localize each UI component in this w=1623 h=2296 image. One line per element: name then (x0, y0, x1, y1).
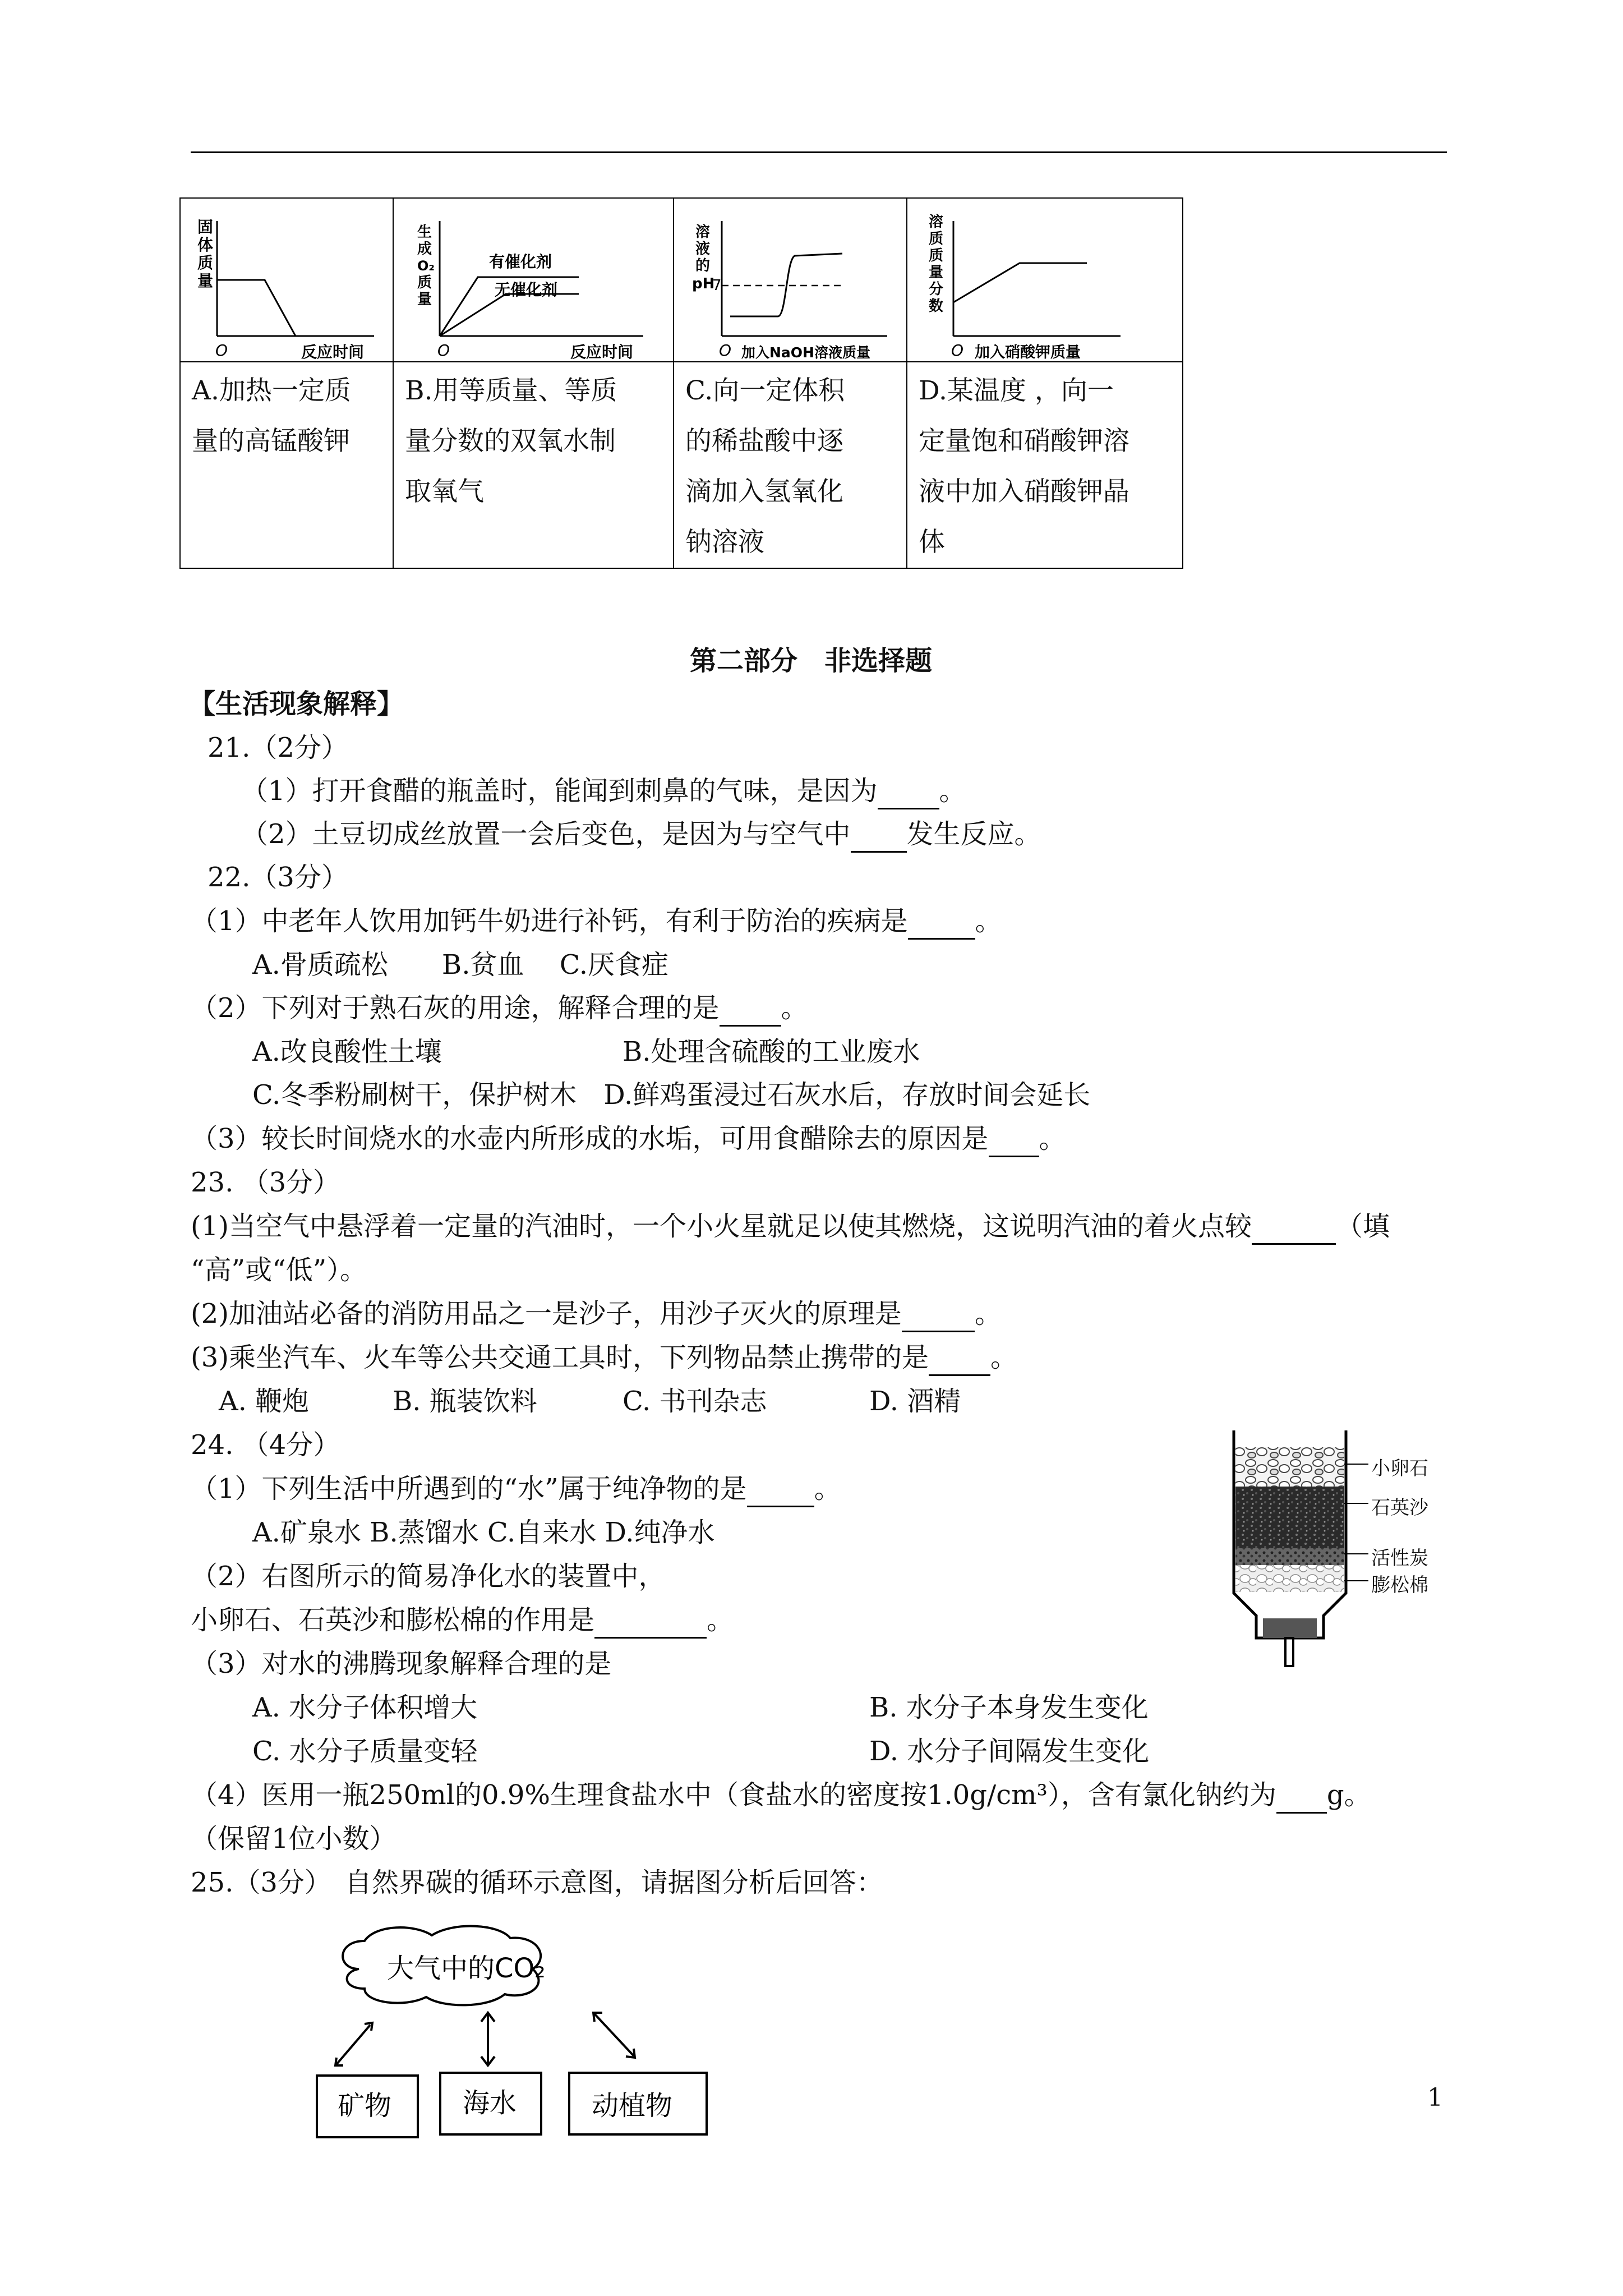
graph-d (907, 199, 1182, 361)
filter-label-pebble: 小卵石 (1371, 1457, 1428, 1480)
q22-blank2[interactable] (720, 991, 781, 1027)
graph-c-ylabel-2: 的 (695, 257, 711, 274)
q24-blank2[interactable] (594, 1603, 707, 1639)
q24-part4-cont: （保留1位小数） (191, 1823, 396, 1855)
graph-a-ylabel-1: 体 (197, 236, 214, 254)
graph-d-xlabel: 加入硝酸钾质量 (975, 344, 1081, 361)
graph-c-ylabel-3: pH (692, 275, 715, 292)
q22-part2: （2）下列对于熟石灰的用途，解释合理的是 。 (191, 991, 808, 1027)
graph-c-ylabel-1: 液 (695, 241, 711, 257)
option-c-line-2: 滴加入氢氧化 (685, 476, 843, 507)
q22-part1: （1）中老年人饮用加钙牛奶进行补钙，有利于防治的疾病是 。 (191, 904, 1002, 940)
graph-a-xlabel: 反应时间 (301, 343, 365, 361)
graph-b-ylabel-4: 量 (417, 291, 432, 308)
q22-option-a: A.改良酸性土壤 (252, 1036, 442, 1068)
sand-layer (1235, 1487, 1344, 1548)
arrow-middle (481, 2013, 495, 2065)
graph-b-curve2-label: 无催化剂 (495, 280, 558, 299)
filter-label-sand: 石英沙 (1371, 1497, 1428, 1519)
q22-option-cd: C.冬季粉刷树干，保护树木 D.鲜鸡蛋浸过石灰水后，存放时间会延长 (252, 1079, 1091, 1111)
q22-head: 22.（3分） (208, 862, 348, 893)
graph-b-xlabel: 反应时间 (570, 343, 634, 361)
graph-a-origin: O (215, 341, 228, 360)
q21-head: 21.（2分） (208, 732, 348, 763)
option-b-cell (393, 362, 674, 568)
graph-b-ylabel-0: 生 (417, 224, 432, 241)
subsection-title: 【生活现象解释】 (188, 688, 404, 720)
q21-part1: （1）打开食醋的瓶盖时，能闻到刺鼻的气味，是因为 。 (241, 774, 966, 809)
box-seawater-label: 海水 (463, 2087, 517, 2119)
q24-option-a: A. 水分子体积增大 (252, 1692, 478, 1723)
graph-b-curve1-label: 有催化剂 (489, 252, 552, 271)
q23-part1: (1)当空气中悬浮着一定量的汽油时，一个小火星就足以使其燃烧，这说明汽油的着火点较 （填 (191, 1209, 1390, 1245)
q24-part3: （3）对水的沸腾现象解释合理的是 (191, 1648, 612, 1680)
graph-b-ylabel-1: 成 (417, 241, 432, 257)
graph-b-ylabel-2: O₂ (417, 258, 435, 274)
option-a-cell (180, 362, 393, 568)
option-d-line-3: 体 (919, 527, 945, 558)
q23-blank2[interactable] (902, 1297, 975, 1332)
graph-d-origin: O (951, 341, 964, 360)
graph-a-ylabel-2: 质 (197, 254, 214, 272)
q23-option-a: A. 鞭炮 (219, 1386, 310, 1417)
graph-d-ylabel-2: 质 (929, 247, 944, 264)
q21-blank2[interactable] (851, 817, 907, 853)
q23-option-c: C. 书刊杂志 (623, 1386, 767, 1417)
page-number: 1 (1427, 2083, 1443, 2112)
q22-blank3[interactable] (989, 1122, 1039, 1157)
q21-blank1[interactable] (878, 774, 939, 809)
arrow-left (335, 2023, 372, 2065)
graph-b-origin: O (437, 341, 450, 360)
q24-option-d: D. 水分子间隔发生变化 (869, 1736, 1150, 1767)
graph-d-ylabel-3: 量 (929, 264, 944, 281)
graph-d-ylabel-4: 分 (929, 281, 944, 298)
q23-part2: (2)加油站必备的消防用品之一是沙子，用沙子灭火的原理是 。 (191, 1297, 1002, 1332)
arrow-right (593, 2013, 635, 2058)
option-c-line-3: 钠溶液 (685, 527, 764, 558)
filter-label-carbon: 活性炭 (1371, 1547, 1428, 1570)
q25-line: 25.（3分） 自然界碳的循环示意图，请据图分析后回答： (191, 1867, 883, 1898)
q23-option-d: D. 酒精 (869, 1386, 961, 1417)
q24-part2: （2）右图所示的简易净化水的装置中， (191, 1561, 666, 1592)
option-d-line-1: 定量饱和硝酸钾溶 (919, 426, 1129, 457)
option-a-line-0: A.加热一定质 (192, 375, 351, 406)
graph-c (674, 199, 906, 361)
q23-blank1[interactable] (1252, 1209, 1336, 1245)
q22-part1-options: A.骨质疏松 B.贫血 C.厌食症 (252, 949, 668, 981)
filter-label-cotton: 膨松棉 (1371, 1574, 1428, 1596)
section-title: 第二部分 非选择题 (690, 645, 933, 677)
q24-part2-cont: 小卵石、石英沙和膨松棉的作用是 。 (191, 1603, 734, 1639)
box-organisms-label: 动植物 (592, 2090, 673, 2122)
q23-option-b: B. 瓶装饮料 (393, 1386, 537, 1417)
q22-part3: （3）较长时间烧水的水壶内所形成的水垢，可用食醋除去的原因是 。 (191, 1122, 1066, 1157)
q24-option-b: B. 水分子本身发生变化 (869, 1692, 1149, 1723)
graph-c-xlabel: 加入NaOH溶液质量 (741, 344, 870, 361)
q23-blank3[interactable] (929, 1341, 990, 1376)
q24-head: 24. （4分） (191, 1429, 340, 1461)
option-c-line-1: 的稀盐酸中逐 (685, 426, 843, 457)
option-d-line-2: 液中加入硝酸钾晶 (919, 476, 1129, 507)
pebble-layer (1235, 1447, 1344, 1487)
option-c-line-0: C.向一定体积 (685, 375, 845, 406)
q24-blank1[interactable] (747, 1472, 814, 1507)
graph-b-cell (393, 198, 674, 362)
graph-c-tick-7: 7 (712, 277, 722, 294)
graph-d-ylabel-0: 溶 (929, 214, 944, 231)
q24-blank4[interactable] (1276, 1778, 1327, 1814)
graph-c-ylabel-0: 溶 (695, 224, 711, 241)
q23-part3: (3)乘坐汽车、火车等公共交通工具时，下列物品禁止携带的是 。 (191, 1341, 1017, 1376)
header-rule (191, 151, 1447, 153)
graph-a-ylabel-0: 固 (197, 218, 214, 236)
graph-d-ylabel-5: 数 (929, 298, 944, 315)
q24-part1: （1）下列生活中所遇到的“水”属于纯净物的是 。 (191, 1472, 841, 1507)
graph-d-cell (907, 198, 1183, 362)
carbon-layer (1235, 1548, 1344, 1565)
cotton-layer (1235, 1565, 1344, 1592)
q23-head: 23. （3分） (191, 1167, 340, 1198)
carbon-cycle-diagram (303, 1918, 751, 2165)
box-mineral-label: 矿物 (338, 2090, 392, 2122)
graph-d-ylabel-1: 质 (929, 231, 944, 247)
q24-part4: （4）医用一瓶250ml的0.9%生理食盐水中（食盐水的密度按1.0g/cm³），含有氯化钠约为 g。 (191, 1778, 1371, 1814)
q23-part1-cont: “高”或“低”）。 (191, 1254, 367, 1286)
graph-a-cell (180, 198, 393, 362)
graph-b-ylabel-3: 质 (417, 274, 432, 291)
option-c-cell (674, 362, 907, 568)
graph-a (181, 199, 393, 361)
graph-c-cell (674, 198, 907, 362)
option-d-cell (907, 362, 1183, 568)
options-table (179, 197, 1183, 569)
graph-c-origin: O (719, 341, 732, 360)
q22-blank1[interactable] (908, 904, 975, 940)
option-b-line-2: 取氧气 (405, 476, 484, 507)
option-d-line-0: D.某温度 ，向一 (919, 375, 1114, 406)
option-a-line-1: 量的高锰酸钾 (192, 426, 350, 457)
option-b-line-0: B.用等质量、等质 (405, 375, 617, 406)
q24-part1-options: A.矿泉水 B.蒸馏水 C.自来水 D.纯净水 (252, 1517, 715, 1548)
co2-cloud-label: 大气中的CO₂ (387, 1953, 546, 1984)
q22-option-b: B.处理含硫酸的工业废水 (623, 1036, 920, 1068)
graph-b (394, 199, 673, 361)
option-b-line-1: 量分数的双氧水制 (405, 426, 616, 457)
q21-part2: （2）土豆切成丝放置一会后变色，是因为与空气中 发生反应。 (241, 817, 1041, 853)
q24-option-c: C. 水分子质量变轻 (252, 1736, 478, 1767)
graph-a-ylabel-3: 量 (197, 272, 214, 290)
